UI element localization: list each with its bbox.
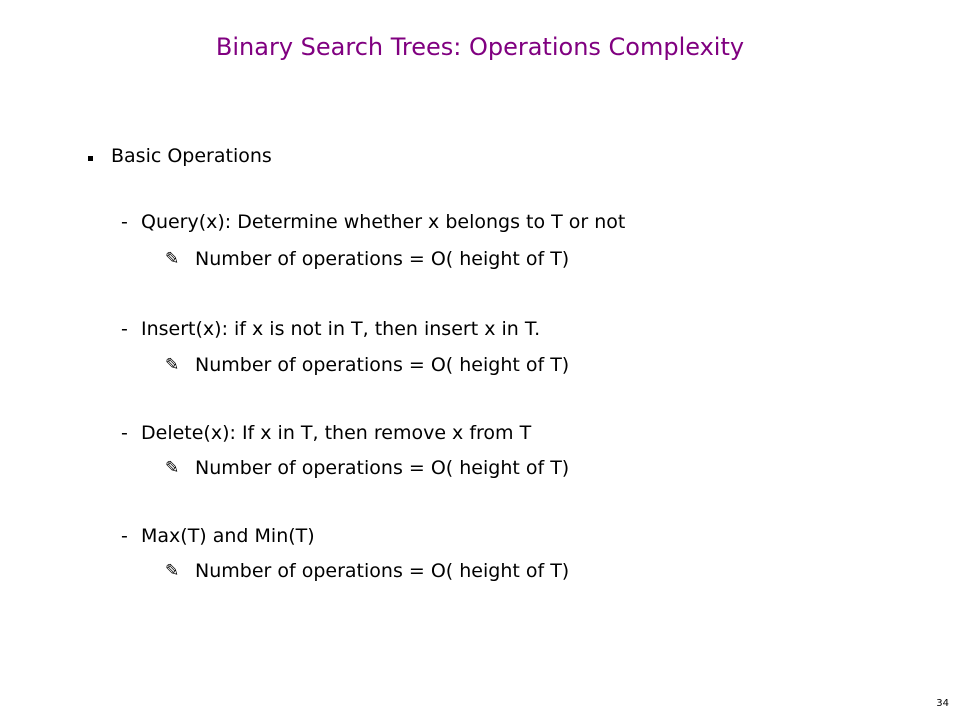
page-number: 34 [936, 698, 949, 709]
operation-delete: Delete(x): If x in T, then remove x from T [141, 422, 532, 444]
item-dash: - [121, 318, 128, 340]
pencil-icon: ✎ [165, 561, 180, 581]
section-heading: Basic Operations [111, 145, 272, 167]
pencil-icon: ✎ [165, 458, 180, 478]
item-dash: - [121, 525, 128, 547]
operation-max-min: Max(T) and Min(T) [141, 525, 315, 547]
slide-title: Binary Search Trees: Operations Complexity [215, 33, 745, 61]
pencil-icon: ✎ [165, 355, 180, 375]
item-dash: - [121, 422, 128, 444]
square-bullet-icon [88, 156, 93, 161]
complexity-note-insert: Number of operations = O( height of T) [195, 354, 570, 376]
item-dash: - [121, 211, 128, 233]
complexity-note-query: Number of operations = O( height of T) [195, 248, 570, 270]
operation-insert: Insert(x): if x is not in T, then insert x in T. [141, 318, 541, 340]
pencil-icon: ✎ [165, 249, 180, 269]
complexity-note-delete: Number of operations = O( height of T) [195, 457, 570, 479]
complexity-note-max-min: Number of operations = O( height of T) [195, 560, 570, 582]
operation-query: Query(x): Determine whether x belongs to T or not [141, 211, 626, 233]
